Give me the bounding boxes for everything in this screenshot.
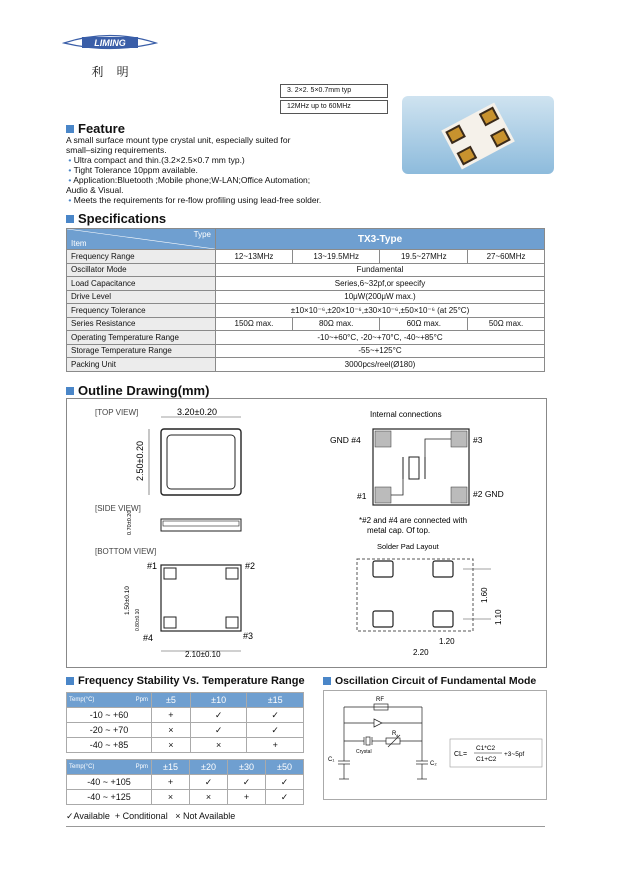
svg-text:#2: #2 xyxy=(245,561,256,571)
svg-text:#1: #1 xyxy=(357,491,367,501)
svg-text:2.20: 2.20 xyxy=(413,648,429,657)
svg-text:[SIDE VIEW]: [SIDE VIEW] xyxy=(95,504,141,513)
svg-text:*#2 and #4 are connected with: *#2 and #4 are connected with xyxy=(359,516,468,525)
svg-text:C₂: C₂ xyxy=(430,761,437,767)
svg-text:[TOP VIEW]: [TOP VIEW] xyxy=(95,408,139,417)
stability-table-1: Temp(°C) Ppm ±5 ±10 ±15 -10 ~ +60 + ✓ ✓ -20 ~ +70 × ✓ ✓ -40 ~ +85 × × + xyxy=(66,692,304,753)
spec-table: Type Item TX3-Type Frequency Range 12~13MHz 13~19.5MHz 19.5~27MHz 27~60MHz Oscillator Mode Fundamental Load Capacitance Series,6~32pf,or speecify Drive Level 10μW(200μW max.) Frequency Tolerance ±10×10⁻⁶,±20×10⁻⁶,±30×10⁻⁶,±50×10⁻⁶ (at 25°C) Series Resistance 150Ω max. 80Ω max. 60Ω max. 50Ω max. Operating Temperature Range -10~+60°C, -20~+70°C, -40~+85°C Storage Temperature Range -55~+125°C Packing Unit 3000pcs/reel(Ø180) xyxy=(66,228,545,372)
freq-tag: 12MHz up to 60MHz xyxy=(280,100,388,114)
svg-text:+3~5pf: +3~5pf xyxy=(504,751,525,758)
svg-text:#2 GND: #2 GND xyxy=(473,489,504,499)
svg-text:#1: #1 xyxy=(147,561,158,571)
outline-drawing xyxy=(66,398,547,668)
logo-text: LIMING xyxy=(94,38,126,48)
svg-text:#4: #4 xyxy=(143,633,154,643)
svg-text:C1+C2: C1+C2 xyxy=(476,756,497,763)
svg-text:CL=: CL= xyxy=(454,751,468,758)
svg-text:metal cap. Of top.: metal cap. Of top. xyxy=(367,526,431,535)
svg-text:0.80±0.10: 0.80±0.10 xyxy=(135,608,141,631)
svg-text:GND #4: GND #4 xyxy=(330,435,361,445)
svg-text:C1*C2: C1*C2 xyxy=(476,745,496,752)
stability-legend: ✓Available + Conditional × Not Available xyxy=(66,811,236,821)
feature-heading: Feature xyxy=(66,121,125,136)
svg-text:2.50±0.20: 2.50±0.20 xyxy=(135,441,145,481)
model-cell: TX3-Type xyxy=(216,229,545,250)
svg-text:RF: RF xyxy=(376,697,384,703)
circuit-heading: Oscillation Circuit of Fundamental Mode xyxy=(323,675,536,687)
logo-chinese: 利 明 xyxy=(91,65,129,79)
circuit-diagram xyxy=(323,690,547,800)
spec-heading: Specifications xyxy=(66,211,166,226)
svg-text:2.10±0.10: 2.10±0.10 xyxy=(185,650,221,659)
stability-table-2: Temp(°C) Ppm ±15 ±20 ±30 ±50 -40 ~ +105 + ✓ ✓ ✓ -40 ~ +125 × × + ✓ xyxy=(66,759,304,805)
svg-text:d: d xyxy=(396,733,399,738)
logo-emblem xyxy=(62,30,158,54)
item-type-cell: Type Item xyxy=(67,229,216,250)
svg-text:1.50±0.10: 1.50±0.10 xyxy=(124,586,131,615)
svg-text:C₁: C₁ xyxy=(328,757,335,763)
size-tag: 3. 2×2. 5×0.7mm typ xyxy=(280,84,388,98)
svg-text:R: R xyxy=(392,731,397,737)
svg-text:0.70±0.20: 0.70±0.20 xyxy=(127,510,133,535)
svg-text:#3: #3 xyxy=(473,435,483,445)
bottom-rule xyxy=(66,826,545,827)
svg-text:Solder Pad Layout: Solder Pad Layout xyxy=(377,542,439,551)
outline-heading: Outline Drawing(mm) xyxy=(66,383,209,398)
svg-text:1.60: 1.60 xyxy=(480,587,489,603)
product-photo xyxy=(402,96,554,174)
svg-text:3.20±0.20: 3.20±0.20 xyxy=(177,407,217,417)
svg-text:1.10: 1.10 xyxy=(494,609,503,625)
feature-text: A small surface mount type crystal unit, especially suited for small–sizing requirements. • Ultra compact and thin.(3.2×2.5×0.7 mm typ.) • Tight Tolerance 10ppm available. • Application:Bluetooth ;Mobile phone;W-LAN;Office Automation; Audio & Visual. • Meets the requirements for re-flow profiling using lead-free solder. xyxy=(66,135,322,205)
svg-text:#3: #3 xyxy=(243,631,254,641)
svg-text:[BOTTOM VIEW]: [BOTTOM VIEW] xyxy=(95,547,157,556)
svg-text:Crystal: Crystal xyxy=(356,749,372,755)
company-logo xyxy=(62,30,158,79)
svg-text:1.20: 1.20 xyxy=(439,637,455,646)
stability-heading: Frequency Stability Vs. Temperature Range xyxy=(66,675,305,687)
svg-text:Internal connections: Internal connections xyxy=(370,410,442,419)
